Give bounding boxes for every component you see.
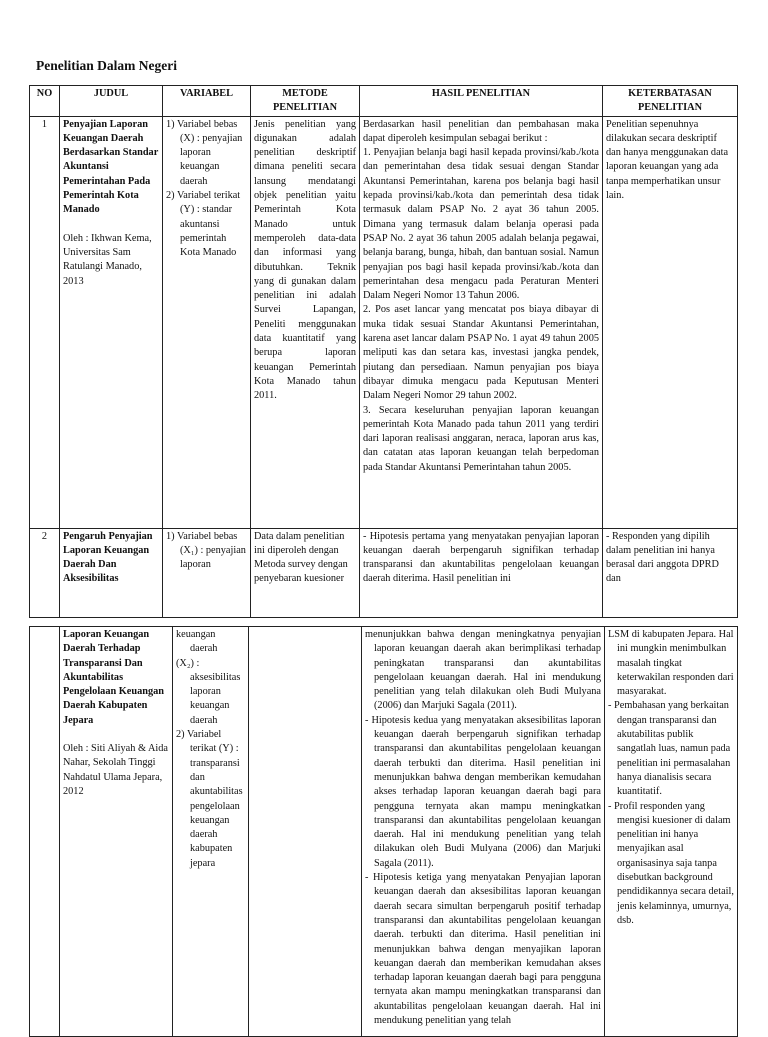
header-row [30, 86, 738, 117]
variable-item: 2) Variabel terikat (Y) : standar akuntansi pemerintah Kota Manado [166, 190, 241, 259]
metode-cell: Data dalam penelitian ini diperoleh dengan Metoda survey dengan penyebaran kuesioner [251, 528, 360, 617]
study-author: Oleh : Siti Aliyah & Aida Nahar, Sekolah Tinggi Nahdatul Ulama Jepara, 2012 [63, 743, 168, 797]
variable-item: 1) Variabel bebas (X) : penyajian laporan keuangan daerah [166, 118, 243, 187]
hasil-item: - Hipotesis kedua yang menyatakan aksesibilitas laporan keuangan daerah berpengaruh signifikan terhadap transparansi dan akuntabilitas pengelolaan keuangan daerah terbukti dan diterima. Hasil penelitian ini menunjukkan bahwa dengan memberikan kemudahan akses terhadap laporan keuangan daerah bagi para pengguna ternyata akan mampu meningkatkan transparansi dan akuntabilitas pengelolaan keuangan daerah. Hal ini mendukung penelitian yang telah dilakukan oleh Budi Mulyana (2006) dan Marjuki Sagala (2011). [365, 714, 601, 869]
metode-cell: Jenis penelitian yang digunakan adalah penelitian deskriptif dimana peneliti secara lansung mendatangi objek penelitian yaitu Pemerintah Kota Manado untuk memperoleh data-data dan informasi yang dibutuhkan. Teknik yang di gunakan dalam penelitian ini adalah Survei Lapangan, Peneliti menggunakan data kuantitatif yang berupa laporan keuangan Pemerintah Kota Manado tahun 2011. [251, 116, 360, 528]
header-metode: METODE PENELITIAN [251, 86, 360, 117]
row-number: 1 [30, 116, 60, 528]
hasil-continued: menunjukkan bahwa dengan meningkatnya penyajian laporan keuangan daerah akan berimplikasi terhadap peningkatan transparansi dan akuntabilitas pengelolaan keuangan daerah. Hal ini mendukung penelitian yang telah dilakukan oleh Budi Mulyana (2006) dan Marjuki Sagala (2011). [365, 629, 601, 712]
judul-cell [60, 627, 173, 1037]
variabel-cell [163, 116, 251, 528]
judul-cell: Pengaruh Penyajian Laporan Keuangan Daerah Dan Aksesibilitas [60, 528, 163, 617]
keterbatasan-continued: LSM di kabupaten Jepara. Hal ini mungkin menimbulkan masalah tingkat keterwakilan responden dari masyarakat. [608, 629, 734, 698]
variable-x2: (X₂) : aksesibilitas laporan keuangan daerah [176, 657, 241, 726]
keterbatasan-cell: Penelitian sepenuhnya dilakukan secara deskriptif dan hanya menggunakan data laporan keuangan yang ada tanpa memperhatikan unsur lain. [603, 116, 738, 528]
variable-item [176, 657, 245, 728]
keterbatasan-text: Pembahasan yang berkaitan dengan transparansi dan akutabilitas publik sangatlah luas, namun pada penelitian ini permasalahan hanya dianalisis secara kuantitatif. [614, 700, 731, 798]
hasil-paragraph: 3. Secara keseluruhan penyajian laporan keuangan pemerintah Kota Manado pada tahun 2011 yang terdiri dari laporan realisasi anggaran, neraca, laporan arus kas, dan catatan atas laporan keuangan telah berpedoman pada Standar Akuntansi Pemerintahan tahun 2005. [363, 404, 599, 473]
table-row [30, 627, 738, 1037]
header-keterbatasan: KETERBATASAN PENELITIAN [603, 86, 738, 117]
hasil-cell: - Hipotesis pertama yang menyatakan penyajian laporan keuangan daerah berpengaruh signifikan terhadap transparansi dan akuntabilitas pengelolaan keuangan daerah diterima. Hasil penelitian ini [360, 528, 603, 617]
header-hasil: HASIL PENELITIAN [360, 86, 603, 117]
variable-continued: keuangan daerah [176, 629, 218, 655]
table-row [30, 116, 738, 528]
hasil-text: Hipotesis ketiga yang menyatakan Penyajian laporan keuangan daerah dan aksesibilitas laporan keuangan daerah secara simultan berpengaruh positif terhadap transparansi dan akuntabilitas pengelolaan keuangan daerah. terbukti dan diterima. Hasil penelitian ini menunjukkan bahwa dengan menyajikan laporan keuangan daerah dan memberikan kemudahan akses terhadap laporan keuangan daerah bagi para pengguna ternyata akan mampu meningkatkan transparansi dan akuntabilitas pengelolaan keuangan daerah. Hal ini mendukung penelitian yang telah [372, 872, 601, 1027]
table-row [30, 528, 738, 617]
hasil-text: Hipotesis kedua yang menyatakan aksesibilitas laporan keuangan daerah berpengaruh signifikan terhadap transparansi dan akuntabilitas pengelolaan keuangan daerah terbukti dan diterima. Hasil penelitian ini menunjukkan bahwa dengan memberikan kemudahan akses terhadap laporan keuangan daerah bagi para pengguna ternyata akan mampu meningkatkan transparansi dan akuntabilitas pengelolaan keuangan daerah. Hal ini mendukung penelitian yang telah dilakukan oleh Budi Mulyana (2006) dan Marjuki Sagala (2011). [371, 714, 601, 869]
keterbatasan-item: - Profil responden yang mengisi kuesioner di dalam penelitian ini hanya menyajikan asal organisasinya saja tanpa disebutkan background pendidikannya secara detail, jenis kelaminnya, umurnya, dsb. [608, 800, 734, 926]
keterbatasan-cell: - Responden yang dipilih dalam penelitian ini hanya berasal dari anggota DPRD dan [603, 528, 738, 617]
hasil-cell [360, 116, 603, 528]
variable-item [176, 628, 245, 657]
metode-cell [249, 627, 362, 1037]
row-number [30, 627, 60, 1037]
header-variabel: VARIABEL [163, 86, 251, 117]
hasil-cell [362, 627, 605, 1037]
hasil-paragraph: 1. Penyajian belanja bagi hasil kepada provinsi/kab./kota dan pemerintahan desa tidak sesuai dengan Standar Akuntansi Pemerintahan, karena pos belanja bagi hasil kepada provinsi/kab./kota dan pemerintah desa tidak termasuk dalam PSAP No. 2 ayat 36 tahun 2005. Dimana yang termasuk dalam belanja operasi pada PSAP No. 2 ayat 36 tahun 2005 adalah belanja pegawai, belanja barang, bunga, hibah, dan bantuan sosial. Namun penyajian pos bagi hasil kepada provinsi/kab./kota dan pemerintahan desa mengacu pada Peraturan Menteri Dalam Negeri Nomor 13 Tahun 2006. [363, 147, 599, 302]
study-title: Penyajian Laporan Keuangan Daerah Berdasarkan Standar Akuntansi Pemerintahan Pada Pemerintah Kota Manado [63, 118, 159, 216]
header-no: NO [30, 86, 60, 117]
variabel-cell [163, 528, 251, 617]
study-title: Laporan Keuangan Daerah Terhadap Transparansi Dan Akuntabilitas Pengelolaan Keuangan Daerah Kabupaten Jepara [63, 629, 164, 726]
keterbatasan-text: Profil responden yang mengisi kuesioner di dalam penelitian ini hanya menyajikan asal organisasinya saja tanpa disebutkan background pendidikannya secara detail, jenis kelaminnya, umurnya, dsb. [614, 800, 734, 926]
hasil-paragraph: 2. Pos aset lancar yang mencatat pos biaya dibayar di muka tidak sesuai Standar Akuntansi Pemerintahan, karena aset lancar dalam PSAP No. 1 ayat 49 tahun 2005 meliputi kas dan setara kas, investasi jangka pendek, piutang dan persediaan. Namun penyajian pos biaya dibayar dimuka mengacu pada Keputusan Menteri Dalam Negeri Nomor 29 tahun 2002. [363, 304, 599, 402]
hasil-paragraph: Berdasarkan hasil penelitian dan pembahasan maka dapat diperoleh kesimpulan sebagai berikut : [363, 118, 599, 144]
hasil-item: - Hipotesis ketiga yang menyatakan Penyajian laporan keuangan daerah dan aksesibilitas laporan keuangan daerah secara simultan berpengaruh positif terhadap transparansi dan akuntabilitas pengelolaan keuangan daerah. terbukti dan diterima. Hasil penelitian ini menunjukkan bahwa dengan menyajikan laporan keuangan daerah dan memberikan kemudahan akses terhadap laporan keuangan daerah bagi para pengguna ternyata akan mampu meningkatkan transparansi dan akuntabilitas pengelolaan keuangan daerah. Hal ini mendukung penelitian yang telah [365, 872, 601, 1027]
study-author: Oleh : Ikhwan Kema, Universitas Sam Ratulangi Manado, 2013 [63, 232, 152, 287]
judul-cell [60, 116, 163, 528]
variable-item: 2) Variabel terikat (Y) : transparansi dan akuntabilitas pengelolaan keuangan daerah kabupaten jepara [176, 729, 243, 869]
variable-item: 1) Variabel bebas (X₁) : penyajian laporan [166, 530, 246, 571]
research-table [29, 85, 738, 618]
row-number: 2 [30, 528, 60, 617]
keterbatasan-item: - Pembahasan yang berkaitan dengan transparansi dan akutabilitas publik sangatlah luas, namun pada penelitian ini permasalahan hanya dianalisis secara kuantitatif. [608, 700, 731, 798]
page-title: Penelitian Dalam Negeri [36, 58, 177, 73]
keterbatasan-cell [605, 627, 738, 1037]
variabel-cell [173, 627, 249, 1037]
header-judul: JUDUL [60, 86, 163, 117]
research-table-continued [29, 626, 738, 1037]
